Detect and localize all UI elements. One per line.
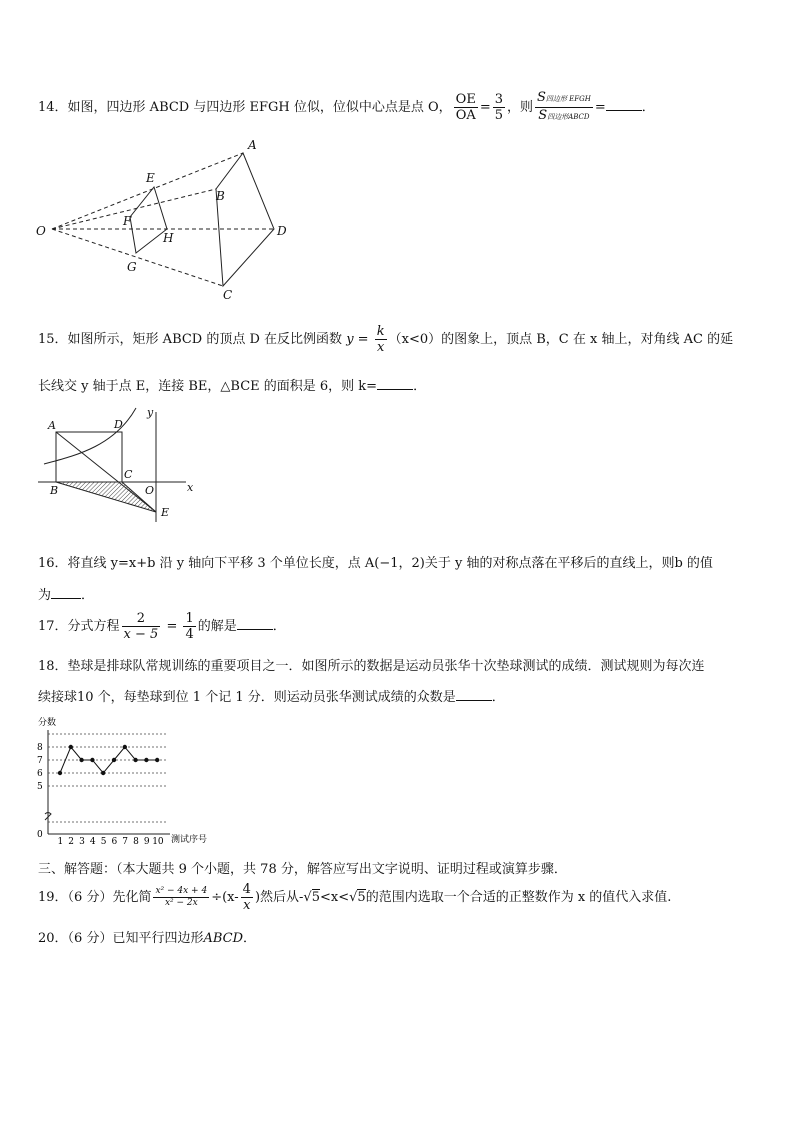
chart-x-tick-label: 10 <box>152 837 164 846</box>
chart-y-tick-label: 8 <box>37 743 43 753</box>
chart-data-point <box>112 758 116 762</box>
q19-four-over-x: $\frac{4}{x}$ <box>242 882 251 913</box>
label-H: H <box>163 231 174 245</box>
sqrt-sign-1: √ <box>303 890 312 905</box>
ray-OC <box>52 229 223 286</box>
label-E: E <box>146 171 155 185</box>
question-15: 15．如图所示，矩形 ABCD 的顶点 D 在反比例函数 y = $\frac{k}{x}$ （x<0）的图象上，顶点 B，C 在 x 轴上，对角线 AC 的延 <box>38 324 734 355</box>
q14-figure <box>30 136 300 304</box>
label-D: D <box>277 224 287 238</box>
chart-data-point <box>133 758 137 762</box>
question-20: 20．（6 分）已知平行四边形ABCD． <box>38 931 257 946</box>
q14-answer-blank <box>606 98 642 111</box>
label-A: A <box>248 138 257 152</box>
ray-OA <box>52 153 243 229</box>
triangle-BCE <box>56 482 156 512</box>
q16-answer-blank <box>51 586 81 599</box>
chart-y-title: 分数 <box>38 718 57 728</box>
q17-fraction-left: $\frac{2}{x - 5}$ <box>123 611 159 642</box>
chart-x-tick-label: 4 <box>89 837 96 846</box>
question-17: 17．分式方程 $\frac{2}{x - 5}$ = $\frac{1}{4}$ 的解是 ． <box>38 611 286 642</box>
label-B: B <box>216 189 225 203</box>
label-O: O <box>145 484 155 497</box>
section-3-heading: 三、解答题：（本大题共 9 个小题，共 78 分，解答应写出文字说明、证明过程或演算步骤． <box>38 862 567 877</box>
question-18-line2: 续接球10 个，每垫球到位 1 个记 1 分．则运动员张华测试成绩的众数是 ． <box>38 690 505 705</box>
sqrt-sign-2: √ <box>349 890 358 905</box>
q19-fraction: $\frac{\text{x² − 4x + 4}}{\text{x² − 2x}}$ <box>155 886 208 908</box>
chart-x-tick-label: 7 <box>122 837 129 846</box>
chart-data-point <box>90 758 94 762</box>
q17-answer-blank <box>237 617 273 630</box>
chart-x-tick-label: 8 <box>133 837 139 846</box>
label-y: y <box>147 406 154 419</box>
chart-data-point <box>101 771 105 775</box>
question-16-line2: 为 ． <box>38 588 95 603</box>
label-E: E <box>161 506 170 519</box>
ray-OB <box>52 189 216 229</box>
label-x: x <box>187 481 194 494</box>
chart-x-tick-label: 6 <box>111 837 118 846</box>
label-C: C <box>124 468 133 481</box>
q18-answer-blank <box>456 688 492 701</box>
q14-text: 14．如图，四边形 ABCD 与四边形 EFGH 位似，位似中心点是点 O， <box>38 100 452 115</box>
quad-ABCD <box>216 153 274 286</box>
chart-x-tick-label: 2 <box>68 837 75 846</box>
q17-fraction-right: $\frac{1}{4}$ <box>185 611 194 642</box>
chart-data-point <box>123 745 127 749</box>
q15-k-over-x: $\frac{k}{x}$ <box>376 324 385 355</box>
quad-EFGH <box>130 187 167 253</box>
chart-x-tick-label: 9 <box>143 837 150 846</box>
chart-x-tick-label: 5 <box>100 837 107 846</box>
label-D: D <box>114 418 123 431</box>
question-18: 18．垫球是排球队常规训练的重要项目之一．如图所示的数据是运动员张华十次垫球测试的成绩．测试规则为每次连 <box>38 659 705 674</box>
label-A: A <box>48 419 56 432</box>
chart-data-point <box>155 758 159 762</box>
chart-data-point <box>79 758 83 762</box>
chart-y-tick-label: 6 <box>37 769 43 779</box>
chart-data-point <box>144 758 148 762</box>
label-C: C <box>223 288 233 302</box>
label-F: F <box>123 214 132 228</box>
question-16: 16．将直线 y=x+b 沿 y 轴向下平移 3 个单位长度，点 A(−1，2)关于 y 轴的对称点落在平移后的直线上，则b 的值 <box>38 556 713 571</box>
label-O: O <box>36 224 46 238</box>
q14-ratio-fraction: $\frac{OE}{OA}$ <box>455 92 476 123</box>
chart-x-tick-label: 3 <box>79 837 85 846</box>
chart-y-tick-label: 7 <box>37 756 43 766</box>
q18-score-chart <box>34 714 224 846</box>
q14-value-fraction: $\frac{3}{5}$ <box>494 92 503 123</box>
chart-x-title: 测试序号 <box>171 835 208 845</box>
chart-y-tick-label: 0 <box>37 830 43 840</box>
chart-y-tick-label: 5 <box>37 782 43 792</box>
label-B: B <box>50 484 59 497</box>
chart-data-point <box>58 771 62 775</box>
question-14: 14．如图，四边形 ABCD 与四边形 EFGH 位似，位似中心点是点 O， $\frac{OE}{OA}$ = $\frac{3}{5}$ ，则 $\frac{\text{S四边形 EFGH}}{\text{S四边形ABCD}}$ = ． <box>38 90 655 123</box>
q14-area-fraction: $\frac{\text{S四边形 EFGH}}{\text{S四边形ABCD}}$ <box>537 90 591 123</box>
q15-figure <box>34 402 204 530</box>
q15-answer-blank <box>377 377 413 390</box>
question-15-line2: 长线交 y 轴于点 E，连接 BE，△BCE 的面积是 6，则 k= ． <box>38 379 427 394</box>
question-19: 19．（6 分）先化简 $\frac{\text{x² − 4x + 4}}{\text{x² − 2x}}$ ÷(x- $\frac{4}{x}$ )然后从-√5<x<√5的范围内选取一个合适的正整数作为 x 的值代入求值. <box>38 882 672 913</box>
chart-x-tick-label: 1 <box>57 837 64 846</box>
label-G: G <box>127 260 137 274</box>
chart-data-point <box>69 745 73 749</box>
